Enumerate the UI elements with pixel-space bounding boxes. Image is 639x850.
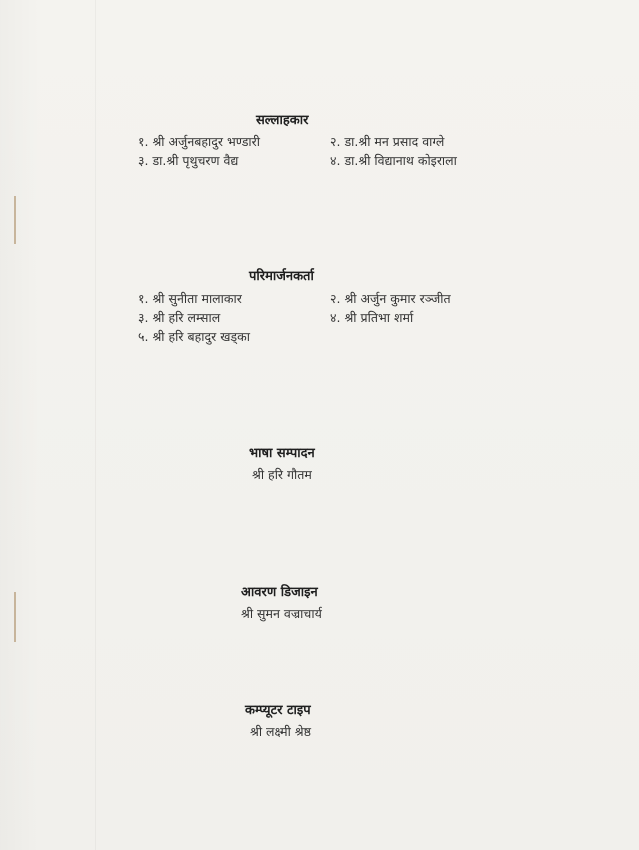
binding-mark-top <box>14 196 25 244</box>
advisor-item: १. श्री अर्जुनबहादुर भण्डारी <box>138 134 261 149</box>
page-fold-line <box>95 0 96 850</box>
revisers-heading: परिमार्जनकर्ता <box>249 269 314 284</box>
typist-name: श्री लक्ष्मी श्रेष्ठ <box>250 724 311 739</box>
computer-typing-heading: कम्प्यूटर टाइप <box>245 703 311 718</box>
reviser-item: १. श्री सुनीता मालाकार <box>138 291 242 306</box>
advisor-item: ४. डा.श्री विद्यानाथ कोइराला <box>330 153 457 168</box>
advisors-heading: सल्लाहकार <box>256 113 309 128</box>
advisor-item: २. डा.श्री मन प्रसाद वाग्ले <box>330 134 445 149</box>
reviser-item: ३. श्री हरि लम्साल <box>138 310 221 325</box>
language-editing-heading: भाषा सम्पादन <box>249 446 315 461</box>
reviser-item: ५. श्री हरि बहादुर खड्का <box>138 329 250 344</box>
binding-mark-bottom <box>14 592 25 642</box>
reviser-item: २. श्री अर्जुन कुमार रञ्जीत <box>330 291 451 306</box>
cover-designer-name: श्री सुमन वज्राचार्य <box>241 606 322 621</box>
cover-design-heading: आवरण डिजाइन <box>241 585 318 600</box>
reviser-item: ४. श्री प्रतिभा शर्मा <box>330 310 414 325</box>
advisor-item: ३. डा.श्री पृथुचरण वैद्य <box>138 153 239 168</box>
language-editor-name: श्री हरि गौतम <box>252 467 312 482</box>
